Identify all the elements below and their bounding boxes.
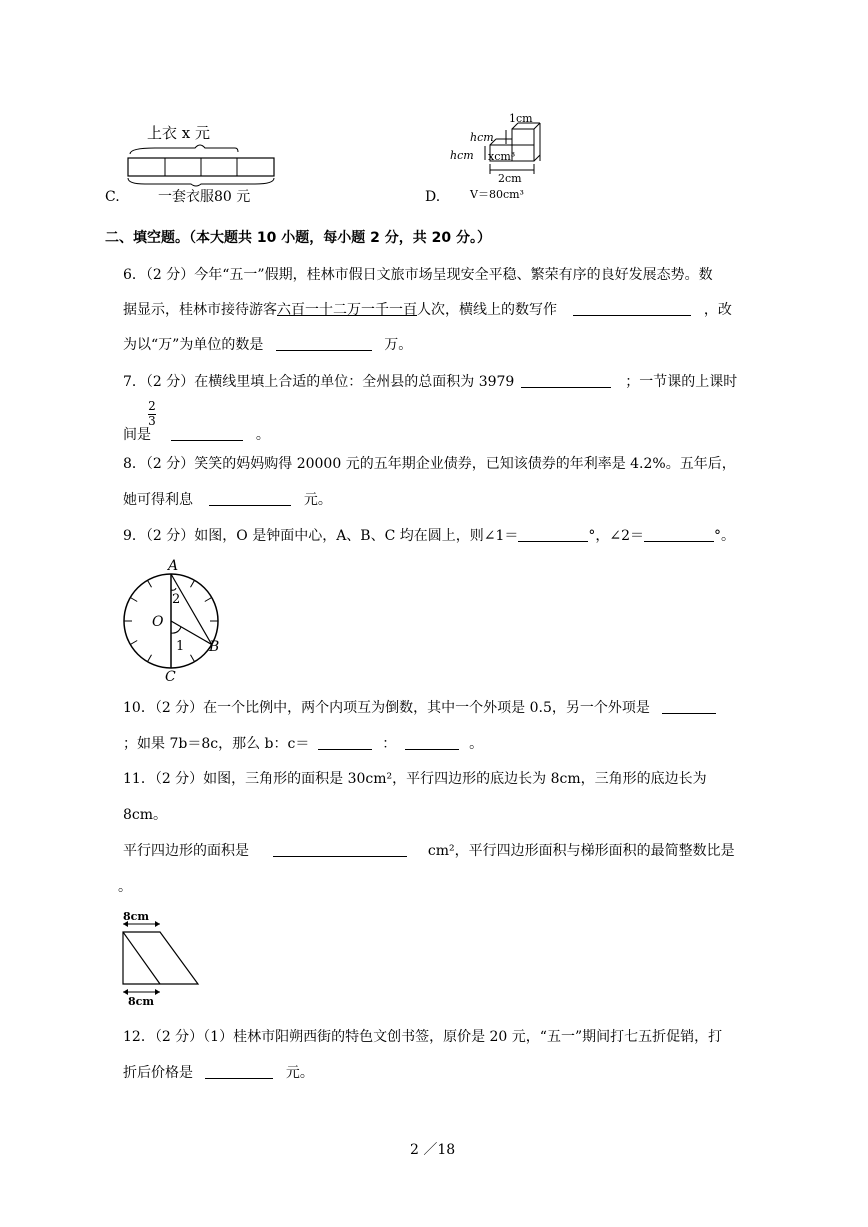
q9-line-post: °。	[714, 528, 736, 544]
clock-label-b: B	[209, 639, 220, 655]
section-heading: 二、填空题。（本大题共 10 小题，每小题 2 分，共 20 分。）	[105, 230, 491, 246]
q7-line1	[123, 371, 737, 391]
q7-line2-pre: 间是	[123, 427, 151, 443]
clock-diagram	[118, 555, 233, 685]
q10-answer-blank-3[interactable]	[405, 735, 459, 750]
clock-label-2: 2	[172, 592, 181, 607]
q7-line2-post: 。	[255, 427, 270, 443]
q10-answer-blank-1[interactable]	[662, 699, 716, 714]
d-label-hcm-top: hcm	[470, 131, 494, 144]
q6-underlined-number: 六百一十二万一千一百	[277, 302, 417, 318]
q7-line2	[123, 424, 270, 444]
page-number: 2 ／18	[410, 1142, 456, 1158]
clock-label-c: C	[165, 669, 176, 685]
d-label-xcm: xcm³	[488, 150, 516, 163]
q10-line1	[123, 697, 716, 717]
option-c-top-label: 上衣 x 元	[147, 124, 210, 142]
q6-line2-post: 人次，横线上的数写作	[417, 302, 557, 318]
q12-answer-blank[interactable]	[205, 1064, 273, 1079]
q9-answer-blank-2[interactable]	[644, 527, 714, 542]
q11-line1: 11．（2 分）如图，三角形的面积是 30cm²，平行四边形的底边长为 8cm，三角形的底边长为	[123, 771, 707, 787]
q6-answer-blank-2[interactable]	[276, 336, 372, 351]
q10-line2	[123, 733, 483, 753]
option-d-diagram	[448, 112, 548, 206]
q9-answer-blank-1[interactable]	[518, 527, 588, 542]
d-label-2cm: 2cm	[498, 172, 522, 185]
q8-line2-pre: 她可得利息	[123, 492, 193, 508]
q7-fraction-denominator: 3	[148, 414, 156, 428]
q6-line3-post: 万。	[384, 337, 413, 353]
parallelogram-top-label: 8cm	[123, 910, 149, 923]
q8-line1: 8．（2 分）笑笑的妈妈购得 20000 元的五年期企业债券，已知该债券的年利率是 4.2%。五年后，	[123, 456, 736, 472]
q11-answer-blank[interactable]	[273, 842, 407, 857]
q12-line2	[123, 1062, 314, 1082]
parallelogram-diagram	[118, 908, 208, 1008]
q9-line	[123, 525, 735, 545]
d-label-hcm-bottom: hcm	[450, 149, 474, 162]
d-label-1cm: 1cm	[509, 112, 533, 125]
option-c-label: C.	[105, 189, 120, 205]
q7-answer-blank-1[interactable]	[521, 373, 611, 388]
q10-line2-post: 。	[469, 736, 484, 752]
q11-line4: 。	[118, 879, 132, 895]
q11-line3-post: cm²，平行四边形面积与梯形面积的最简整数比是	[427, 843, 735, 859]
q9-line-mid: °，∠2＝	[588, 528, 645, 544]
clock-label-o: O	[152, 614, 164, 630]
q11-line3	[123, 840, 735, 860]
d-label-volume: V＝80cm³	[470, 188, 524, 201]
clock-label-a: A	[168, 558, 179, 574]
clock-label-1: 1	[176, 639, 185, 654]
parallelogram-bottom-label: 8cm	[128, 995, 154, 1008]
q12-line2-pre: 折后价格是	[123, 1065, 193, 1081]
option-c-diagram	[125, 140, 280, 188]
option-d-label: D.	[425, 189, 441, 205]
q6-line2	[123, 299, 732, 319]
q6-line1: 6．（2 分）今年“五一”假期，桂林市假日文旅市场呈现安全平稳、繁荣有序的良好发展态势。数	[123, 267, 713, 283]
q12-line1: 12．（2 分）（1）桂林市阳朔西街的特色文创书签，原价是 20 元，“五一”期间打七五折促销，打	[123, 1029, 723, 1045]
q12-line2-post: 元。	[285, 1065, 314, 1081]
q7-answer-blank-2[interactable]	[171, 426, 243, 441]
q8-line2-post: 元。	[303, 492, 332, 508]
q6-line2-pre: 据显示，桂林市接待游客	[123, 302, 277, 318]
q9-line-pre: 9．（2 分）如图，O 是钟面中心，A、B、C 均在圆上，则∠1＝	[123, 528, 519, 544]
q6-line3	[123, 334, 412, 354]
option-c-bottom-label: 一套衣服80 元	[158, 189, 251, 205]
q6-answer-blank-1[interactable]	[573, 301, 691, 316]
q7-line1-pre: 7．（2 分）在横线里填上合适的单位：全州县的总面积为 3979	[123, 374, 515, 390]
q8-line2	[123, 489, 332, 509]
q10-answer-blank-2[interactable]	[318, 735, 372, 750]
q11-line2: 8cm。	[123, 807, 168, 823]
q10-line2-mid: ：	[382, 736, 397, 752]
q8-answer-blank[interactable]	[209, 491, 291, 506]
q6-line2-end: ，改	[703, 302, 732, 318]
q7-line1-post: ；一节课的上课时	[625, 374, 738, 390]
q10-line2-pre: ；如果 7b＝8c，那么 b：c＝	[123, 736, 310, 752]
q11-line3-pre: 平行四边形的面积是	[123, 843, 249, 859]
q10-line1-text: 10．（2 分）在一个比例中，两个内项互为倒数，其中一个外项是 0.5，另一个外项是	[123, 700, 650, 716]
q7-fraction-numerator: 2	[148, 399, 156, 413]
q6-line3-pre: 为以“万”为单位的数是	[123, 337, 264, 353]
